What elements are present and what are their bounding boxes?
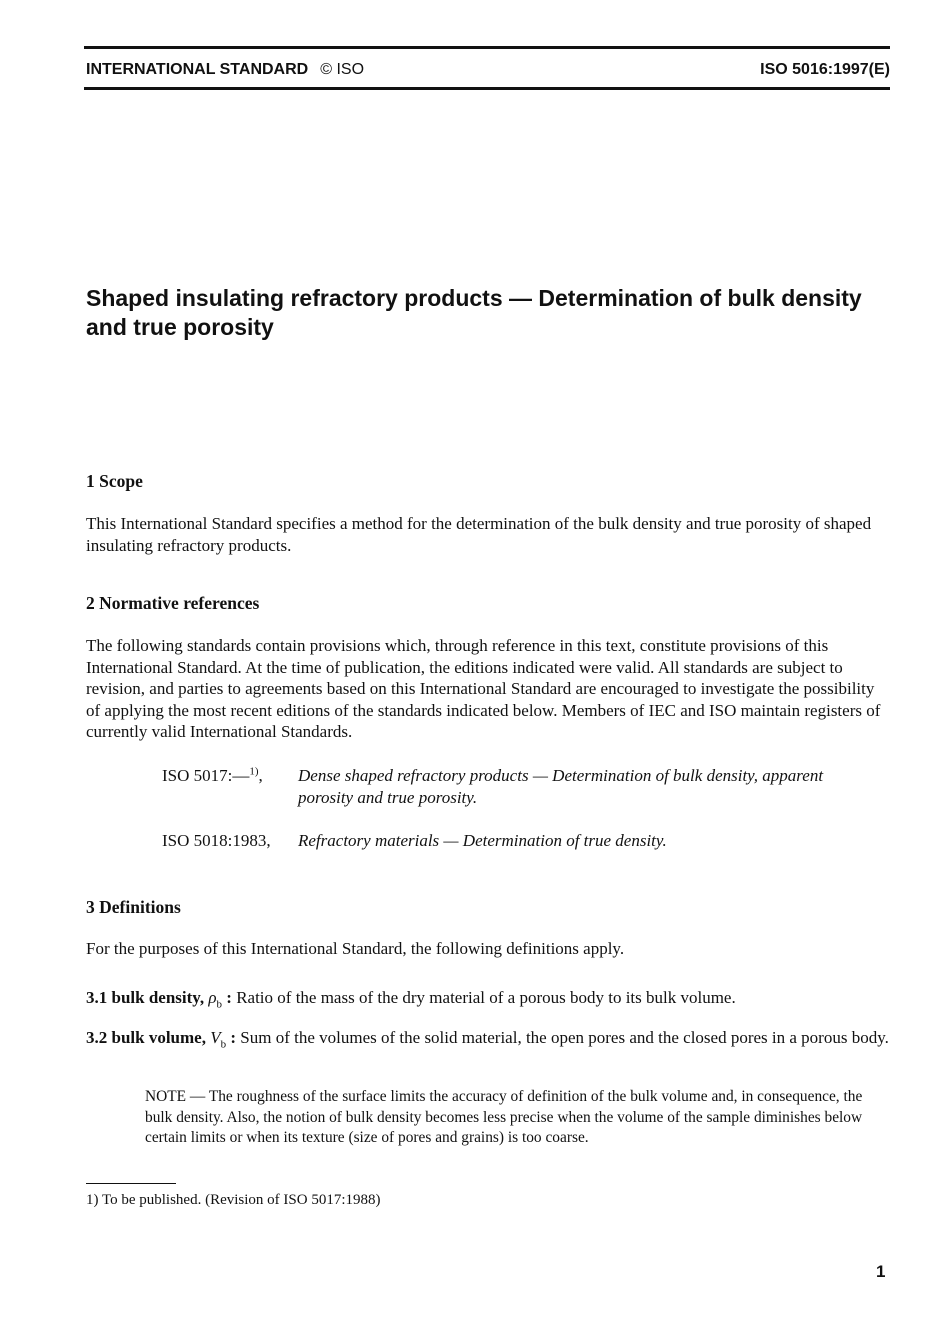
definition-text: Ratio of the mass of the dry material of a porous body to its bulk volume.	[231, 988, 736, 1007]
scope-paragraph: This International Standard specifies a method for the determination of the bulk density and true porosity of shaped insulating refractory products.	[86, 514, 872, 555]
reference-code	[162, 765, 298, 808]
header-bottom-rule	[84, 87, 890, 90]
reference-code-suffix: ,	[258, 766, 263, 785]
document-title: Shaped insulating refractory products — Determination of bulk density and true porosity	[86, 285, 862, 340]
reference-code	[162, 830, 298, 852]
page-number: 1	[876, 1262, 886, 1281]
reference-title: Refractory materials — Determination of true density.	[298, 831, 667, 850]
section-heading-normative-references: 2 Normative references	[86, 593, 260, 613]
definitions-intro: For the purposes of this International Standard, the following definitions apply.	[86, 939, 625, 958]
footnote-mark: 1)	[249, 765, 259, 778]
running-header	[86, 58, 890, 82]
reference-title: Dense shaped refractory products — Determination of bulk density, apparent porosity and true porosity.	[298, 766, 824, 807]
reference-item	[162, 830, 862, 852]
header-left	[86, 61, 364, 79]
definition-separator: :	[222, 988, 232, 1007]
definition-symbol: V	[210, 1028, 221, 1047]
section-heading-definitions: 3 Definitions	[86, 897, 181, 917]
reference-code-text: ISO 5018:1983,	[162, 831, 271, 850]
header-top-rule	[84, 46, 890, 49]
definition-subscript: b	[216, 998, 223, 1011]
header-doc-id: ISO 5016:1997(E)	[760, 61, 890, 78]
definition-separator: :	[226, 1028, 237, 1047]
header-copyright: © ISO	[320, 61, 365, 78]
definition-term: 3.2 bulk volume,	[86, 1028, 206, 1047]
definition-term: 3.1 bulk density,	[86, 988, 205, 1007]
definition-symbol: ρ	[208, 988, 217, 1007]
footnote: 1) To be published. (Revision of ISO 5017:1988)	[86, 1192, 381, 1208]
definition-bulk-volume	[86, 1026, 892, 1049]
definitions-note: NOTE — The roughness of the surface limits the accuracy of definition of the bulk volume and, in consequence, the bulk density. Also, the notion of bulk density becomes less precise when the volume of the sample diminishes below certain limits or when its texture (size of pores and grains) is too coarse.	[145, 1088, 863, 1146]
definition-text: Sum of the volumes of the solid material, the open pores and the closed pores in a porous body.	[236, 1028, 889, 1047]
header-label: INTERNATIONAL STANDARD	[86, 61, 309, 78]
definition-subscript: b	[220, 1038, 227, 1051]
normative-paragraph: The following standards contain provisions which, through reference in this text, constitute provisions of this International Standard. At the time of publication, the editions indicated were valid. All standards are subject to revision, and parties to agreements based on this International Standard are encouraged to investigate the possibility of applying the most recent editions of the standards indicated below. Members of IEC and ISO maintain registers of currently valid International Standards.	[86, 636, 881, 742]
reference-code-text: ISO 5017:—	[162, 766, 250, 785]
footnote-rule	[86, 1183, 176, 1184]
reference-item	[162, 765, 862, 808]
section-heading-scope: 1 Scope	[86, 471, 143, 491]
definition-bulk-density	[86, 986, 892, 1009]
